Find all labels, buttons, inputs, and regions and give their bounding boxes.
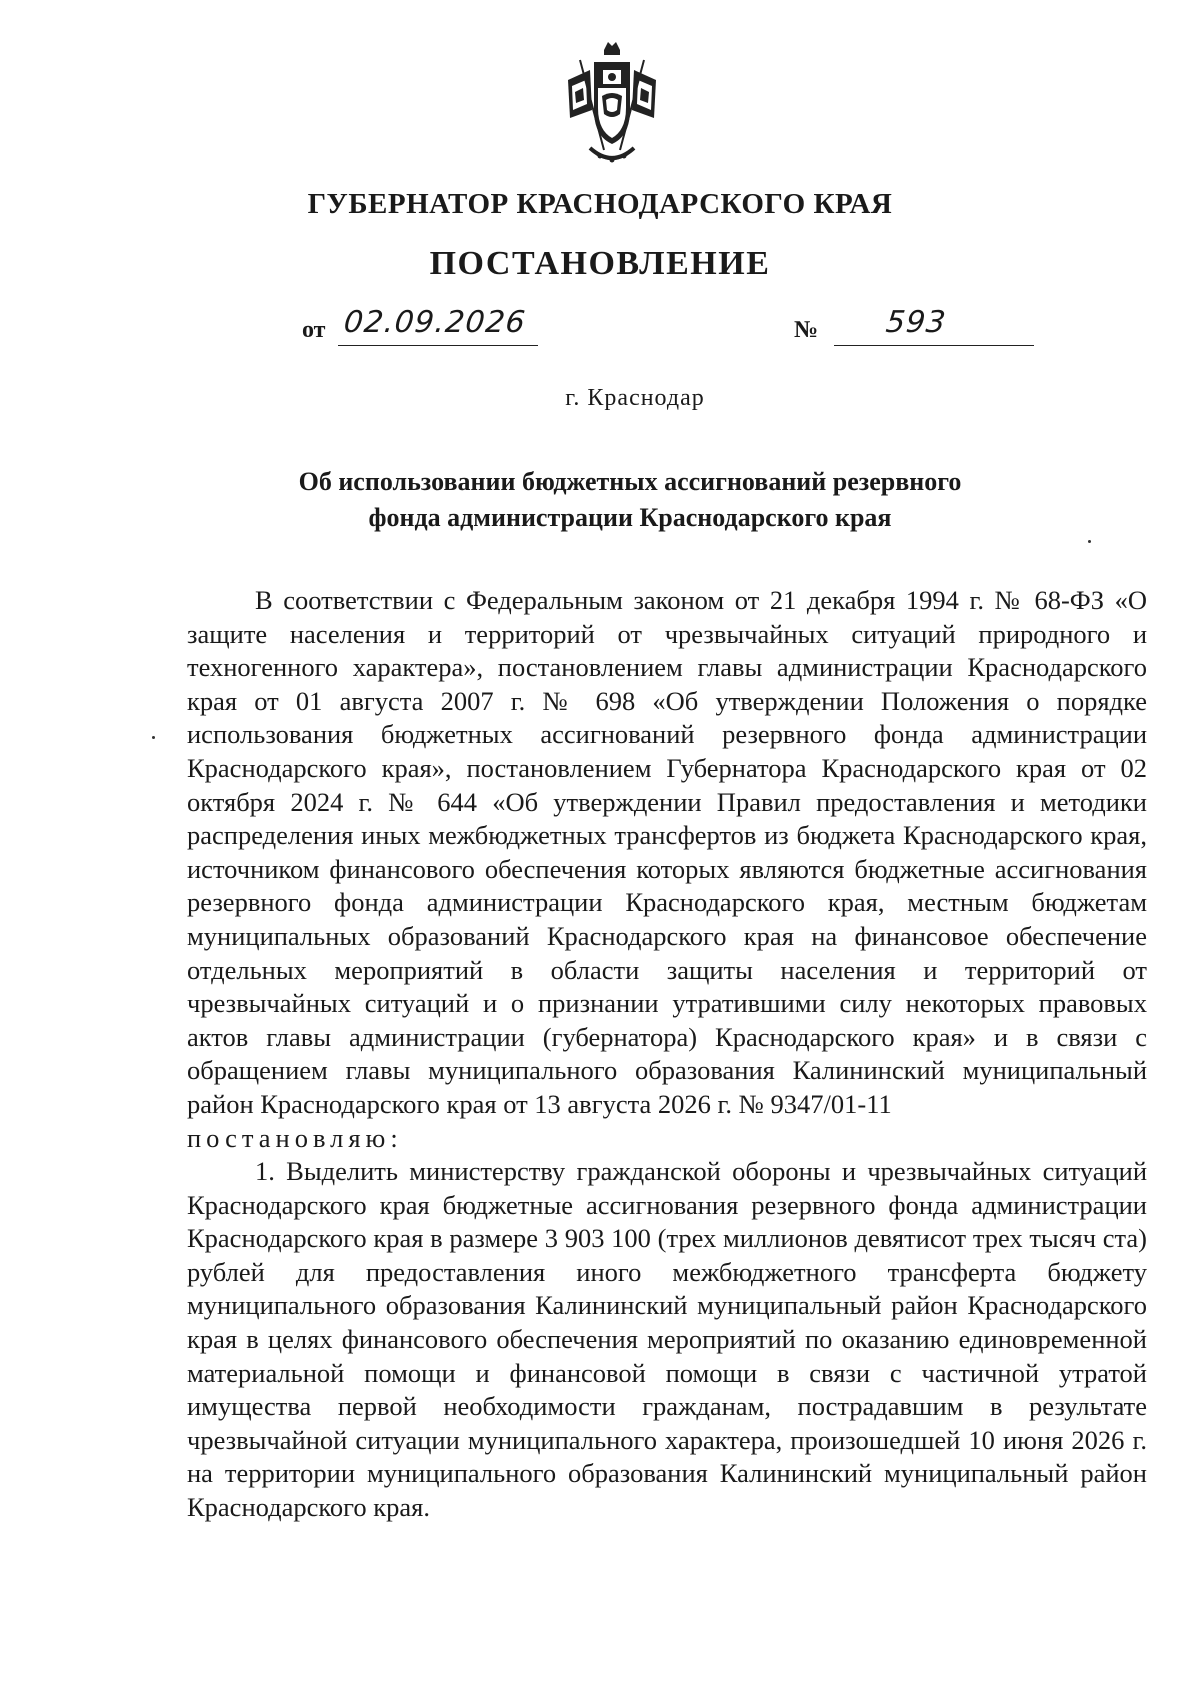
preamble-paragraph: В соответствии с Федеральным законом от 21 декабря 1994 г. № 68-ФЗ «О защите населения и территорий от чрезвычайных ситуаций природного и техногенного характера», постановлением главы администрации Краснодарского края от 01 августа 2007 г. № 698 «Об утверждении Положения о порядке использования бюджетных ассигнований резервного фонда администрации Краснодарского края», постановлением Губернатора Краснодарского края от 02 октября 2024 г. № 644 «Об утверждении Правил предоставления и методики распределения иных межбюджетных трансфертов из бюджета Краснодарского края, источником финансового обеспечения которых являются бюджетные ассигнования резервного фонда администрации Краснодарского края, местным бюджетам муниципальных образований Краснодарского края на финансовое обеспечение отдельных мероприятий в области защиты населения и территорий от чрезвычайных ситуаций и о признании утратившими силу некоторых правовых актов главы администрации (губернатора) Краснодарского края» и в связи с обращением главы муниципального образования Калининский муниципальный район Краснодарского края от 13 августа 2026 г. № 9347/01-11 — [187, 585, 1147, 1119]
number-value: 593 — [884, 305, 949, 340]
date-number-line — [0, 305, 1200, 355]
document-type-title: ПОСТАНОВЛЕНИЕ — [429, 245, 771, 282]
document-subject — [250, 464, 1010, 536]
date-field — [338, 305, 538, 346]
item-1-paragraph: 1. Выделить министерству гражданской обороны и чрезвычайных ситуаций Краснодарского края бюджетные ассигнования резервного фонда администрации Краснодарского края в размере 3 903 100 (трех миллионов девятисот трех тысяч ста) рублей для предоставления иного межбюджетного трансферта бюджету муниципального образования Калининский муниципальный район Краснодарского края в целях финансового обеспечения мероприятий по оказанию единовременной материальной помощи и финансовой помощи в связи с частичной утратой имущества первой необходимости гражданам, пострадавшим в результате чрезвычайной ситуации муниципального характера, произошедшей 10 июня 2026 г. на территории муниципального образования Калининский муниципальный район Краснодарского края. — [187, 1156, 1147, 1523]
number-field — [834, 305, 1034, 346]
document-body — [187, 584, 1147, 1525]
subject-line-2: фонда администрации Краснодарского края — [368, 503, 892, 532]
resolve-word: постановляю: — [187, 1122, 403, 1153]
subject-line-1: Об использовании бюджетных ассигнований резервного — [298, 467, 962, 496]
date-prefix: от — [302, 317, 326, 343]
date-value: 02.09.2026 — [342, 305, 528, 340]
issuing-authority: ГУБЕРНАТОР КРАСНОДАРСКОГО КРАЯ — [307, 188, 893, 220]
scan-speck — [152, 736, 155, 739]
number-prefix: № — [794, 317, 819, 343]
coat-of-arms-icon — [560, 40, 664, 168]
city-name: г. Краснодар — [565, 385, 705, 411]
scan-speck — [1088, 540, 1091, 543]
